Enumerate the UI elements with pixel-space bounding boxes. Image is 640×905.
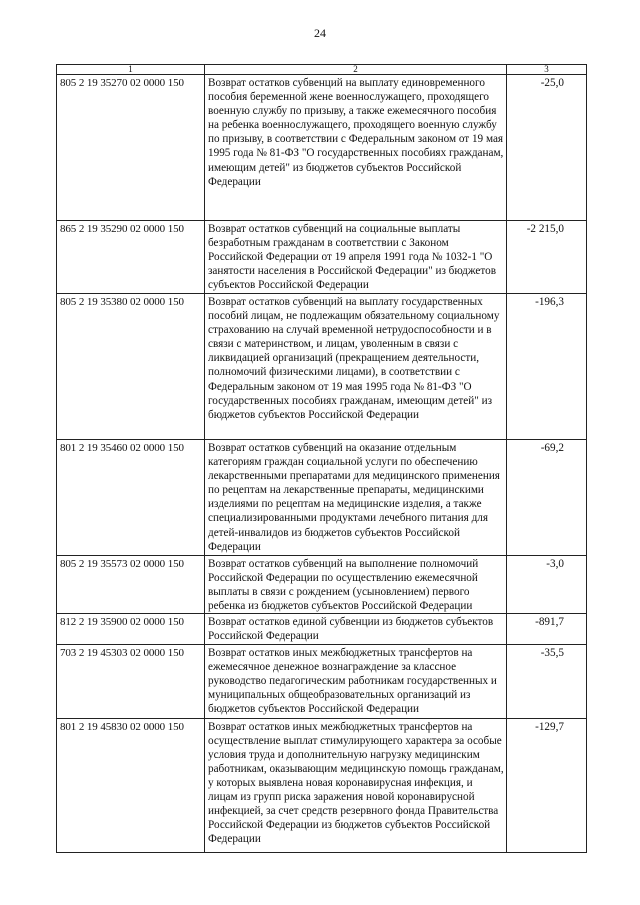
budget-code-cell: 805 2 19 35380 02 0000 150 [57, 294, 205, 440]
budget-code-cell: 805 2 19 35573 02 0000 150 [57, 556, 205, 614]
column-header-description: 2 [205, 65, 507, 75]
page-number: 24 [314, 26, 326, 40]
table-row [57, 718, 587, 852]
table-row [57, 75, 587, 221]
budget-code-cell: 703 2 19 45303 02 0000 150 [57, 644, 205, 718]
budget-code-cell: 812 2 19 35900 02 0000 150 [57, 614, 205, 644]
description-cell: Возврат остатков единой субвенции из бюджетов субъектов Российской Федерации [205, 614, 507, 644]
table-body [57, 75, 587, 853]
budget-return-table [56, 64, 587, 853]
table-row [57, 644, 587, 718]
table-row [57, 294, 587, 440]
table-row [57, 614, 587, 644]
budget-code-cell: 801 2 19 45830 02 0000 150 [57, 718, 205, 852]
amount-cell: -3,0 [507, 556, 587, 614]
budget-code-cell: 801 2 19 35460 02 0000 150 [57, 440, 205, 556]
amount-cell: -25,0 [507, 75, 587, 221]
amount-cell: -891,7 [507, 614, 587, 644]
description-cell: Возврат остатков субвенций на выполнение полномочий Российской Федерации по осуществлению ежемесячной выплаты в связи с рождением (усыновлением) первого ребенка из бюджетов субъектов Российской Федерации [205, 556, 507, 614]
description-cell: Возврат остатков субвенций на выплату государственных пособий лицам, не подлежащим обязательному социальному страхованию на случай временной нетрудоспособности и в связи с материнством, и лицам, уволенным в связи с ликвидацией организаций (прекращением деятельности, полномочий физическими лицами), в соответствии с Федеральным законом от 19 мая 1995 года № 81-ФЗ "О государственных пособиях гражданам, имеющим детей" из бюджетов субъектов Российской Федерации [205, 294, 507, 440]
table-row [57, 440, 587, 556]
description-cell: Возврат остатков субвенций на социальные выплаты безработным гражданам в соответствии с Законом Российской Федерации от 19 апреля 1991 года № 1032-1 "О занятости населения в Российской Федерации" из бюджетов субъектов Российской Федерации [205, 221, 507, 294]
amount-cell: -2 215,0 [507, 221, 587, 294]
table-row [57, 556, 587, 614]
column-header-code: 1 [57, 65, 205, 75]
table-row [57, 221, 587, 294]
description-cell: Возврат остатков иных межбюджетных трансфертов на осуществление выплат стимулирующего характера за особые условия труда и дополнительную нагрузку медицинским работникам, оказывающим медицинскую помощь гражданам, у которых выявлена новая коронавирусная инфекция, и лицам из групп риска заражения новой коронавирусной инфекцией, за счет средств резервного фонда Правительства Российской Федерации из бюджетов субъектов Российской Федерации [205, 718, 507, 852]
budget-code-cell: 805 2 19 35270 02 0000 150 [57, 75, 205, 221]
amount-cell: -35,5 [507, 644, 587, 718]
amount-cell: -69,2 [507, 440, 587, 556]
description-cell: Возврат остатков субвенций на выплату единовременного пособия беременной жене военнослужащего, проходящего военную службу по призыву, а также ежемесячного пособия на ребенка военнослужащего, проходящего военную службу по призыву, в соответствии с Федеральным законом от 19 мая 1995 года № 81-ФЗ "О государственных пособиях гражданам, имеющим детей" из бюджетов субъектов Российской Федерации [205, 75, 507, 221]
amount-cell: -129,7 [507, 718, 587, 852]
amount-cell: -196,3 [507, 294, 587, 440]
column-header-amount: 3 [507, 65, 587, 75]
budget-code-cell: 865 2 19 35290 02 0000 150 [57, 221, 205, 294]
description-cell: Возврат остатков иных межбюджетных трансфертов на ежемесячное денежное вознаграждение за классное руководство педагогическим работникам государственных и муниципальных общеобразовательных организаций из бюджетов субъектов Российской Федерации [205, 644, 507, 718]
column-number-row [57, 65, 587, 75]
description-cell: Возврат остатков субвенций на оказание отдельным категориям граждан социальной услуги по обеспечению лекарственными препаратами для медицинского применения по рецептам на лекарственные препараты, медицинскими изделиями по рецептам на медицинские изделия, а также специализированными продуктами лечебного питания для детей-инвалидов из бюджетов субъектов Российской Федерации [205, 440, 507, 556]
